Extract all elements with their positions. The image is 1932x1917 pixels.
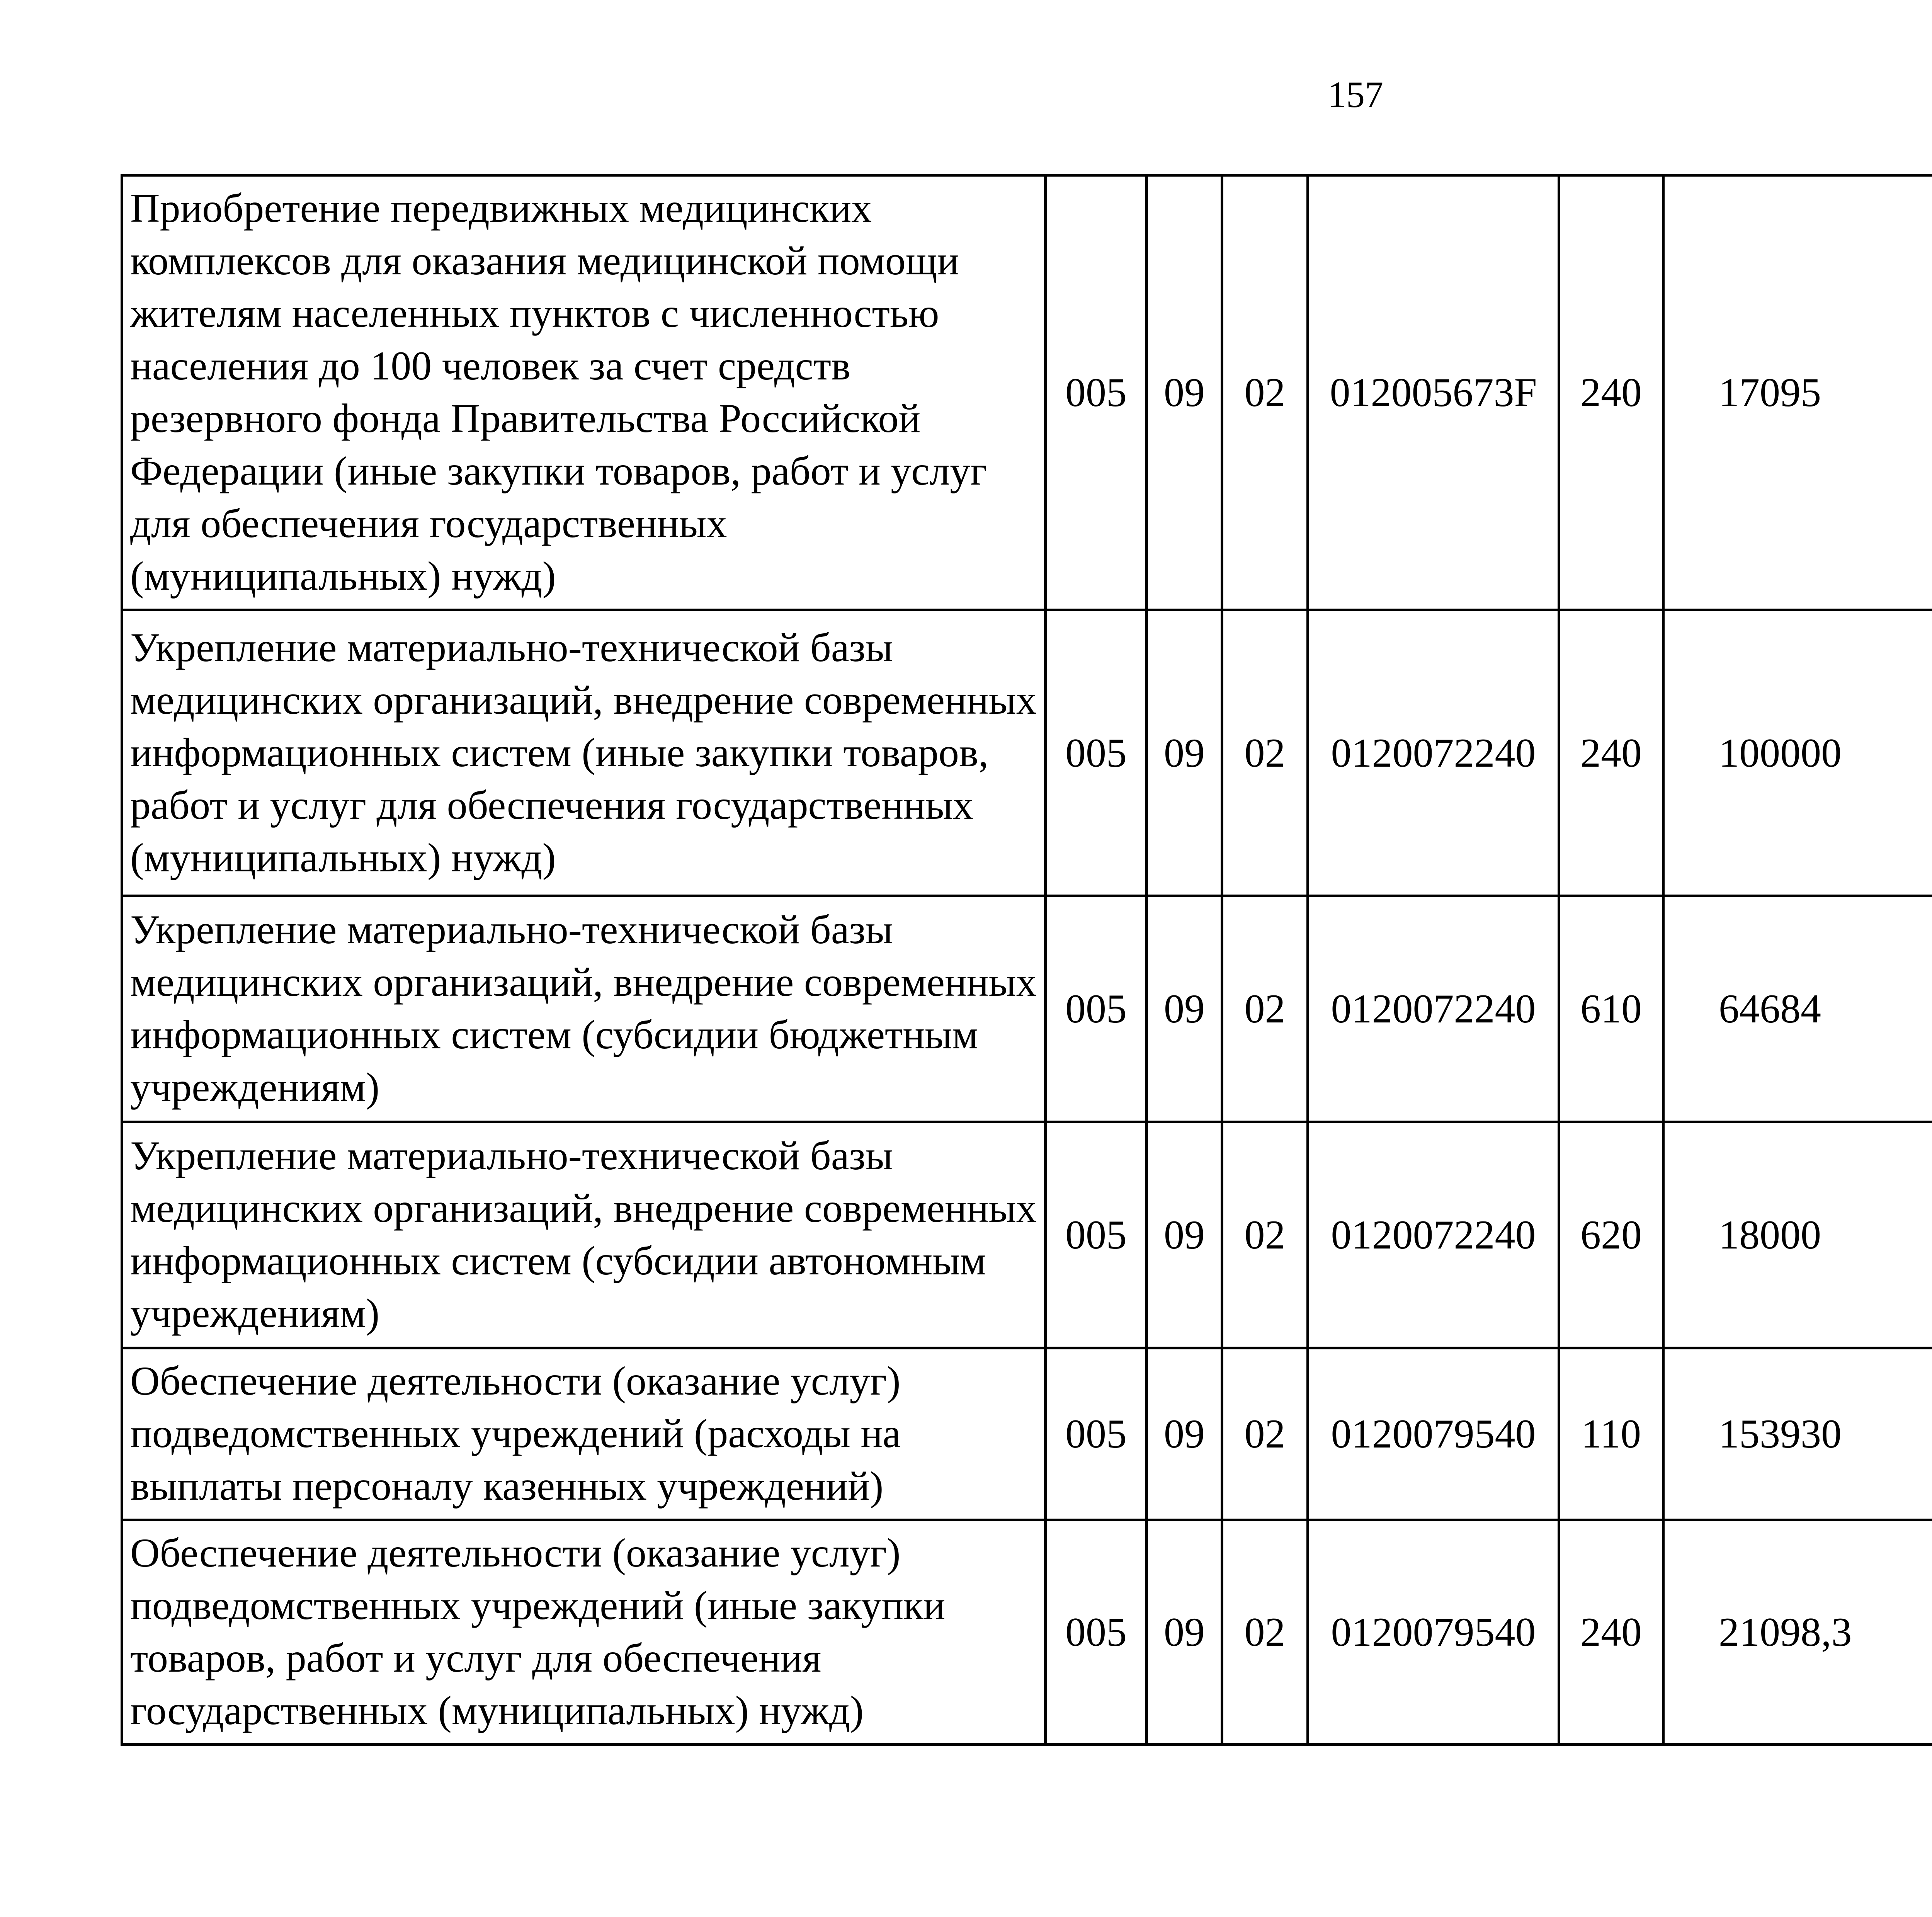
subsection-code: 02 [1222, 1520, 1308, 1745]
expense-type-code: 240 [1559, 175, 1663, 610]
section-code: 09 [1147, 175, 1222, 610]
target-item-code: 0120079540 [1308, 1348, 1559, 1520]
section-code: 09 [1147, 1520, 1222, 1745]
expense-description: Укрепление материально-технической базы медицинских организаций, внедрение современных информационных систем (иные закупки товаров, работ и услуг для обеспечения государственных (муниципальных) нужд) [122, 610, 1046, 896]
table-row [122, 175, 1932, 610]
ministry-code: 005 [1046, 175, 1147, 610]
amount-year-1: 100000 [1663, 610, 1932, 896]
section-code: 09 [1147, 1348, 1222, 1520]
subsection-code: 02 [1222, 175, 1308, 610]
expense-description: Обеспечение деятельности (оказание услуг) подведомственных учреждений (расходы на выплаты персоналу казенных учреждений) [122, 1348, 1046, 1520]
expense-type-code: 620 [1559, 1122, 1663, 1348]
table-row [122, 896, 1932, 1122]
ministry-code: 005 [1046, 896, 1147, 1122]
table-row [122, 1122, 1932, 1348]
subsection-code: 02 [1222, 1122, 1308, 1348]
amount-year-1: 18000 [1663, 1122, 1932, 1348]
ministry-code: 005 [1046, 1122, 1147, 1348]
expense-description: Приобретение передвижных медицинских комплексов для оказания медицинской помощи жителям населенных пунктов с численностью населения до 100 человек за счет средств резервного фонда Правительства Российской Федерации (иные закупки товаров, работ и услуг для обеспечения государственных (муниципальных) нужд) [122, 175, 1046, 610]
expense-description: Обеспечение деятельности (оказание услуг) подведомственных учреждений (иные закупки товаров, работ и услуг для обеспечения государственных (муниципальных) нужд) [122, 1520, 1046, 1745]
target-item-code: 012005673F [1308, 175, 1559, 610]
section-code: 09 [1147, 1122, 1222, 1348]
budget-table [121, 174, 1932, 1746]
target-item-code: 0120072240 [1308, 610, 1559, 896]
section-code: 09 [1147, 610, 1222, 896]
table-row [122, 610, 1932, 896]
target-item-code: 0120079540 [1308, 1520, 1559, 1745]
subsection-code: 02 [1222, 896, 1308, 1122]
table-row [122, 1520, 1932, 1745]
amount-year-1: 21098,3 [1663, 1520, 1932, 1745]
section-code: 09 [1147, 896, 1222, 1122]
target-item-code: 0120072240 [1308, 896, 1559, 1122]
expense-type-code: 610 [1559, 896, 1663, 1122]
target-item-code: 0120072240 [1308, 1122, 1559, 1348]
ministry-code: 005 [1046, 1348, 1147, 1520]
table-row [122, 1348, 1932, 1520]
subsection-code: 02 [1222, 1348, 1308, 1520]
expense-description: Укрепление материально-технической базы медицинских организаций, внедрение современных информационных систем (субсидии автономным учреждениям) [122, 1122, 1046, 1348]
amount-year-1: 153930 [1663, 1348, 1932, 1520]
subsection-code: 02 [1222, 610, 1308, 896]
expense-type-code: 110 [1559, 1348, 1663, 1520]
expense-description: Укрепление материально-технической базы медицинских организаций, внедрение современных информационных систем (субсидии бюджетным учреждениям) [122, 896, 1046, 1122]
amount-year-1: 64684 [1663, 896, 1932, 1122]
expense-type-code: 240 [1559, 1520, 1663, 1745]
page-number: 157 [1328, 74, 1383, 115]
amount-year-1: 17095 [1663, 175, 1932, 610]
ministry-code: 005 [1046, 610, 1147, 896]
ministry-code: 005 [1046, 1520, 1147, 1745]
expense-type-code: 240 [1559, 610, 1663, 896]
